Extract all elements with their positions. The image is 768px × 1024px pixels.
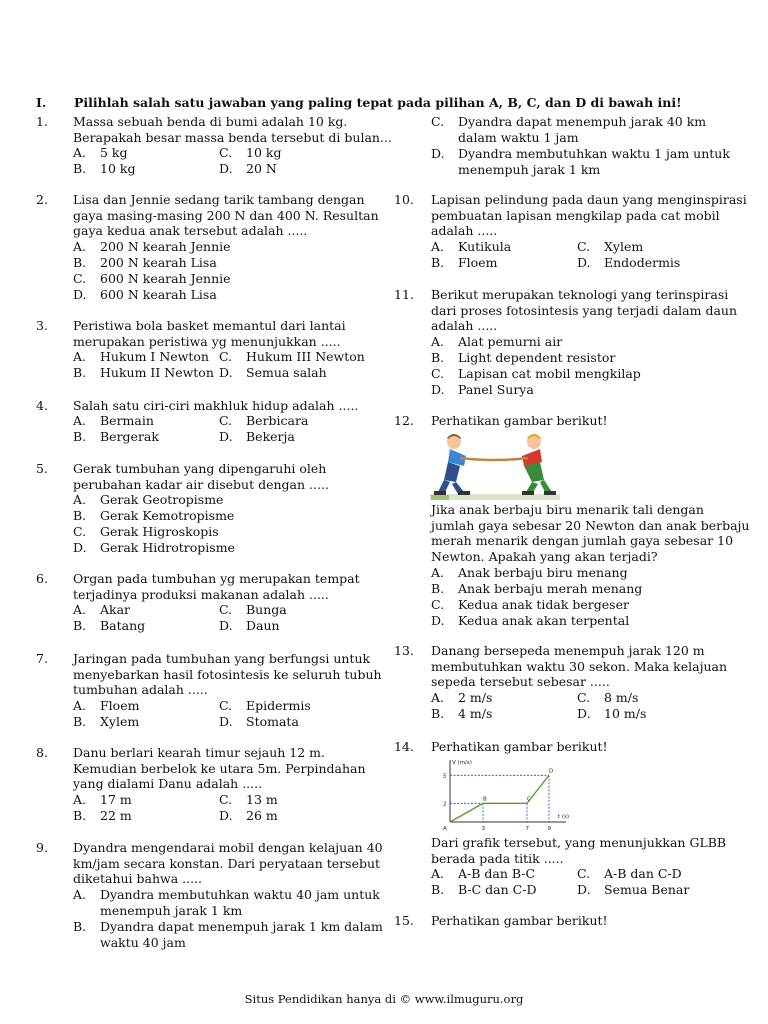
question-number: 15. bbox=[394, 913, 414, 928]
question-stem bbox=[73, 192, 379, 239]
y-tick-label: 2 bbox=[443, 801, 447, 808]
point-label-c: C bbox=[527, 796, 531, 803]
question-number: 7. bbox=[36, 651, 48, 666]
stem-line: Massa sebuah benda di bumi adalah 10 kg. bbox=[73, 114, 348, 129]
blue-shirt-boy bbox=[434, 434, 470, 495]
stem-line: Peristiwa bola basket memantul dari lantai bbox=[73, 318, 346, 333]
stem-line: perubahan kadar air disebut dengan ..... bbox=[73, 476, 329, 492]
question-number: 11. bbox=[394, 287, 414, 302]
stem-line: Danang bersepeda menempuh jarak 120 m bbox=[431, 643, 705, 658]
question-stem bbox=[73, 114, 392, 145]
stem-line: membutuhkan waktu 30 sekon. Maka kelajuan bbox=[431, 658, 727, 674]
body-line: Jika anak berbaju biru menarik tali dengan bbox=[431, 502, 704, 517]
point-label-b: B bbox=[483, 796, 487, 803]
stem-line: sepeda tersebut sebesar ..... bbox=[431, 674, 610, 690]
stem-line: adalah ..... bbox=[431, 318, 498, 334]
velocity-time-graph bbox=[430, 756, 578, 834]
question-number: 4. bbox=[36, 398, 48, 413]
question-stem bbox=[431, 739, 608, 755]
question-stem bbox=[73, 571, 360, 602]
stem-line: Perhatikan gambar berikut! bbox=[431, 413, 608, 428]
question-stem bbox=[431, 287, 737, 334]
stem-line: gaya kedua anak tersebut adalah ..... bbox=[73, 223, 308, 239]
question-number: 8. bbox=[36, 745, 48, 760]
section-number: I. bbox=[36, 95, 47, 110]
question-stem bbox=[431, 413, 608, 429]
stem-line: pembuatan lapisan mengkilap pada cat mobil bbox=[431, 207, 720, 223]
logo-mark bbox=[431, 495, 449, 500]
stem-line: gaya masing-masing 200 N dan 400 N. Resultan bbox=[73, 207, 379, 223]
rope bbox=[460, 458, 528, 460]
stem-line: Gerak tumbuhan yang dipengaruhi oleh bbox=[73, 461, 327, 476]
question-number: 1. bbox=[36, 114, 48, 129]
question-number: 5. bbox=[36, 461, 48, 476]
series-line bbox=[450, 775, 549, 822]
question-number: 2. bbox=[36, 192, 48, 207]
stem-line: Kemudian berbelok ke utara 5m. Perpindahan bbox=[73, 760, 366, 776]
question-stem bbox=[73, 840, 383, 887]
question-number: 3. bbox=[36, 318, 48, 333]
question-stem bbox=[431, 643, 727, 690]
question-stem bbox=[431, 192, 747, 239]
body-line: Newton. Apakah yang akan terjadi? bbox=[431, 548, 658, 564]
stem-line: merupakan peristiwa yg menunjukkan ..... bbox=[73, 333, 341, 349]
y-tick-label: 5 bbox=[443, 773, 447, 780]
x-tick-label: 3 bbox=[481, 826, 485, 832]
stem-line: Dyandra mengendarai mobil dengan kelajuan 40 bbox=[73, 840, 383, 855]
question-body bbox=[431, 835, 726, 866]
x-tick-label: 7 bbox=[525, 826, 529, 832]
stem-line: Perhatikan gambar berikut! bbox=[431, 739, 608, 754]
question-number: 14. bbox=[394, 739, 414, 754]
question-body bbox=[431, 502, 749, 564]
stem-line: adalah ..... bbox=[431, 223, 498, 239]
stem-line: Jaringan pada tumbuhan yang berfungsi untuk bbox=[73, 651, 371, 666]
stem-line: menyebarkan hasil fotosintesis ke seluruh tubuh bbox=[73, 666, 382, 682]
question-number: 10. bbox=[394, 192, 414, 207]
question-stem bbox=[73, 745, 366, 792]
point-label-d: D bbox=[549, 768, 554, 775]
stem-line: Organ pada tumbuhan yg merupakan tempat bbox=[73, 571, 360, 586]
question-number: 9. bbox=[36, 840, 48, 855]
point-label-a: A bbox=[443, 826, 447, 832]
stem-line: Danu berlari kearah timur sejauh 12 m. bbox=[73, 745, 325, 760]
x-axis-label: t (s) bbox=[558, 814, 570, 820]
question-stem bbox=[431, 913, 608, 929]
question-stem bbox=[73, 461, 329, 492]
body-line: Dari grafik tersebut, yang menunjukkan GLBB bbox=[431, 835, 727, 850]
stem-line: km/jam secara konstan. Dari peryataan tersebut bbox=[73, 855, 381, 871]
stem-line: dari proses fotosintesis yang terjadi dalam daun bbox=[431, 302, 738, 318]
tug-of-war-illustration bbox=[430, 430, 560, 502]
stem-line: tumbuhan adalah ..... bbox=[73, 682, 208, 698]
section-instruction: Pilihlah salah satu jawaban yang paling tepat pada pilihan A, B, C, dan D di bawah ini! bbox=[74, 95, 682, 110]
question-number: 12. bbox=[394, 413, 414, 428]
ground bbox=[430, 494, 560, 500]
stem-line: Berikut merupakan teknologi yang terinspirasi bbox=[431, 287, 729, 302]
stem-line: Lapisan pelindung pada daun yang menginspirasi bbox=[431, 192, 747, 207]
stem-line: Lisa dan Jennie sedang tarik tambang dengan bbox=[73, 192, 365, 207]
stem-line: diketahui bahwa ..... bbox=[73, 871, 203, 887]
stem-line: terjadinya produksi makanan adalah ..... bbox=[73, 586, 329, 602]
question-stem bbox=[73, 318, 346, 349]
question-number: 13. bbox=[394, 643, 414, 658]
red-shirt-boy bbox=[522, 434, 556, 495]
x-tick-label: 9 bbox=[547, 826, 551, 832]
stem-line: Berapakah besar massa benda tersebut di bulan... bbox=[73, 129, 392, 145]
stem-line: Perhatikan gambar berikut! bbox=[431, 913, 608, 928]
question-number: 6. bbox=[36, 571, 48, 586]
stem-line: yang dialami Danu adalah ..... bbox=[73, 776, 263, 792]
body-line: merah menarik dengan jumlah gaya sebesar 10 bbox=[431, 533, 734, 549]
body-line: jumlah gaya sebesar 20 Newton dan anak berbaju bbox=[431, 517, 750, 533]
body-line: berada pada titik ..... bbox=[431, 850, 564, 866]
footer-text: Situs Pendidikan hanya di © www.ilmuguru.org bbox=[244, 992, 524, 1006]
question-stem bbox=[73, 651, 382, 698]
worksheet-page: I. Pilihlah salah satu jawaban yang paling tepat pada pilihan A, B, C, dan D di bawah ini! 1. Massa sebuah benda di bumi adalah 10 kg. Berapakah besar massa benda tersebut di bulan... A. 5 kg C. 10 kg B. 10 kg D. 20 N 2. Lisa dan Jennie sedang tarik tambang dengan gaya masing-masing 200 N dan 400 N. Resultan gaya kedua anak tersebut adalah ..... A. 200 N kearah Jennie B. 200 N kearah Lisa C. 600 N kearah Jennie D. 600 N kearah Lisa 3. Peristiwa bola basket memantul dari lantai merupakan peristiwa yg menunjukkan ..... A. Hukum I Newton C. Hukum III Newton B. Hukum II Newton D. Semua salah 4. Salah satu ciri-ciri makhluk hidup adalah ..... A. Bermain C. Berbicara B. Bergerak D. Bekerja 5. Gerak tumbuhan yang dipengaruhi oleh perubahan kadar air disebut dengan ..... A. Gerak Geotropisme B. Gerak Kemotropisme C. Gerak Higroskopis D. Gerak Hidrotropisme 6. Organ pada tumbuhan yg merupakan tempat terjadinya produksi makanan adalah ..... A. Akar C. Bunga B. Batang D. Daun 7. Jaringan pada tumbuhan yang berfungsi untuk menyebarkan hasil fotosintesis ke seluruh tubuh tumbuhan adalah ..... A. Floem C. Epidermis B. Xylem D. Stomata 8. Danu berlari kearah timur sejauh 12 m. Kemudian berbelok ke utara 5m. Perpindahan yang dialami Danu adalah ..... A. 17 m C. 13 m B. 22 m D. 26 m 9. Dyandra mengendarai mobil dengan kelajuan 40 km/jam secara konstan. Dari peryataan tersebut diketahui bahwa ..... A. Dyandra membutuhkan waktu 40 jam untuk menempuh jarak 1 km B. Dyandra dapat menempuh jarak 1 km dalam waktu 40 jam C. Dyandra dapat menempuh jarak 40 km dalam waktu 1 jam D. Dyandra membutuhkan waktu 1 jam untuk menempuh jarak 1 km 10. Lapisan pelindung pada daun yang menginspirasi pembuatan lapisan mengkilap pada cat mobil adalah ..... A. Kutikula C. Xylem B. Floem D. Endodermis 11. Berikut merupakan teknologi yang terinspirasi dari proses fotosintesis yang terjadi dalam daun adalah ..... A. Alat pemurni air B. Light dependent resistor C. Lapisan cat mobil mengkilap D. Panel Surya 12. Perhatikan gambar berikut! Jika anak berbaju biru menarik tali dengan jumlah gaya sebesar 20 Newton dan anak berbaju merah menarik dengan jumlah gaya sebesar 10 Newton. Apakah yang akan terjadi? A. Anak berbaju biru menang B. Anak berbaju merah menang C. Kedua anak tidak bergeser D. Kedua anak akan terpental 13. Danang bersepeda menempuh jarak 120 m membutuhkan waktu 30 sekon. Maka kelajuan sepeda tersebut sebesar ..... A. 2 m/s C. 8 m/s B. 4 m/s D. 10 m/s 14. Perhatikan gambar berikut! V (m/s) t (s) A B C D 3 7 9 2 5 Dari grafik tersebut, yang menunjukkan GLBB berada pada titik ..... A. A-B dan B-C C. A-B dan C-D B. B-C dan C-D D. Semua Benar 15. Perhatikan gambar berikut! Situs Pendidikan hanya di © www.ilmuguru.org bbox=[0, 0, 768, 1024]
question-stem bbox=[73, 398, 358, 414]
stem-line: Salah satu ciri-ciri makhluk hidup adalah ..... bbox=[73, 398, 359, 413]
y-axis-label: V (m/s) bbox=[452, 760, 472, 766]
